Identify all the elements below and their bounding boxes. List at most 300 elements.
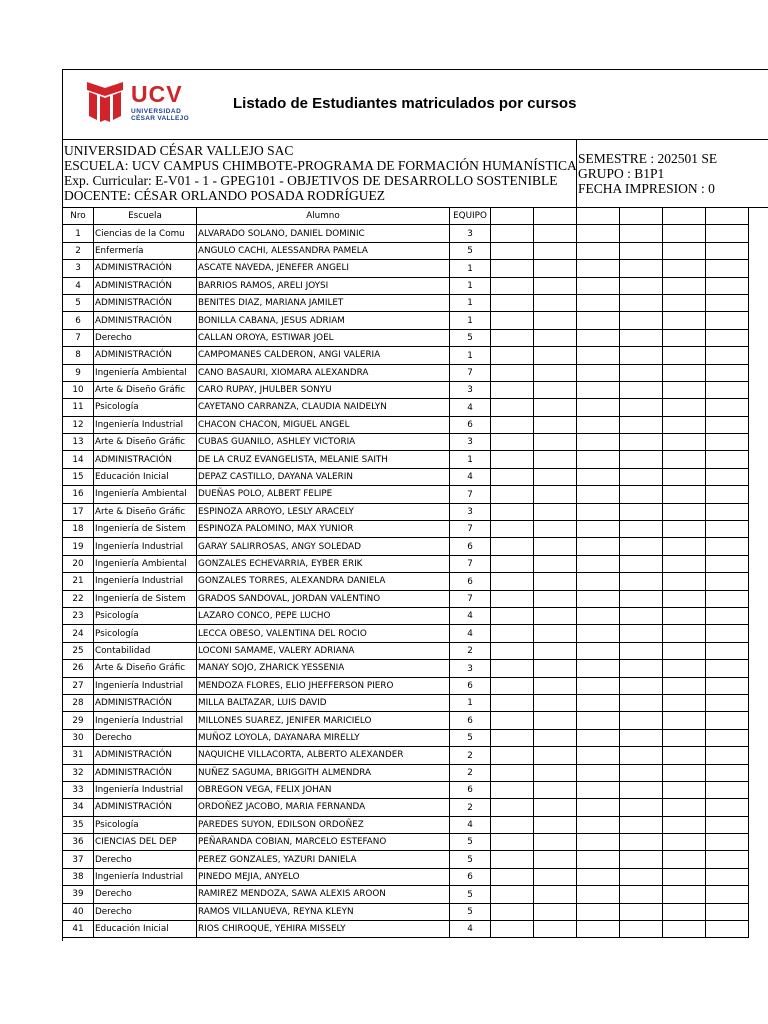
row-alumno: MANAY SOJO, ZHARICK YESSENIA [197, 660, 450, 677]
row-blank-cell [534, 712, 577, 729]
row-nro: 20 [63, 555, 94, 572]
table-row [63, 538, 749, 555]
row-blank-cell [491, 555, 534, 572]
row-blank-cell [491, 729, 534, 746]
table-row [63, 764, 749, 781]
row-equipo: 7 [450, 486, 491, 503]
row-blank-cell [620, 921, 663, 938]
row-blank-cell [706, 834, 749, 851]
row-escuela: Ingeniería Ambiental [94, 486, 197, 503]
row-blank-cell [577, 503, 620, 520]
row-blank-cell [620, 260, 663, 277]
row-blank-cell [577, 364, 620, 381]
row-alumno: CANO BASAURI, XIOMARA ALEXANDRA [197, 364, 450, 381]
row-blank-cell [491, 503, 534, 520]
row-nro: 23 [63, 607, 94, 624]
ucv-logo [85, 78, 203, 122]
row-blank-cell [491, 747, 534, 764]
row-blank-cell [491, 677, 534, 694]
row-escuela: Educación Inicial [94, 468, 197, 485]
row-blank-cell [491, 625, 534, 642]
row-blank-cell [491, 294, 534, 311]
row-equipo: 6 [450, 538, 491, 555]
university-name: UNIVERSIDAD CÉSAR VALLEJO SAC [64, 143, 294, 158]
col-alumno: Alumno [197, 208, 450, 225]
row-blank-cell [620, 642, 663, 659]
semester-label: SEMESTRE : 202501 SE [578, 151, 718, 166]
row-blank-cell [620, 712, 663, 729]
row-blank-cell [534, 834, 577, 851]
row-nro: 7 [63, 329, 94, 346]
row-alumno: ASCATE NAVEDA, JENEFER ANGELI [197, 260, 450, 277]
row-blank-cell [577, 799, 620, 816]
row-equipo: 4 [450, 625, 491, 642]
row-equipo: 6 [450, 781, 491, 798]
row-blank-cell [491, 538, 534, 555]
row-nro: 16 [63, 486, 94, 503]
row-blank-cell [577, 868, 620, 885]
row-blank-cell [706, 799, 749, 816]
row-equipo: 3 [450, 434, 491, 451]
row-blank-cell [663, 260, 706, 277]
row-blank-cell [620, 851, 663, 868]
row-nro: 2 [63, 242, 94, 259]
row-nro: 1 [63, 225, 94, 242]
row-blank-cell [620, 294, 663, 311]
row-escuela: Arte & Diseño Gráfic [94, 503, 197, 520]
row-blank-cell [491, 573, 534, 590]
row-blank-cell [577, 468, 620, 485]
row-blank-cell [706, 573, 749, 590]
row-equipo: 6 [450, 677, 491, 694]
row-blank-cell [534, 660, 577, 677]
row-blank-cell [534, 329, 577, 346]
row-blank-cell [534, 486, 577, 503]
row-blank-cell [534, 242, 577, 259]
row-blank-cell [620, 886, 663, 903]
row-equipo: 5 [450, 729, 491, 746]
row-blank-cell [577, 434, 620, 451]
row-alumno: ESPINOZA ARROYO, LESLY ARACELY [197, 503, 450, 520]
row-blank-cell [577, 242, 620, 259]
row-blank-cell [534, 625, 577, 642]
table-row [63, 607, 749, 624]
row-nro: 8 [63, 347, 94, 364]
row-escuela: Psicología [94, 816, 197, 833]
row-blank-cell [577, 851, 620, 868]
table-row [63, 694, 749, 711]
row-alumno: BENITES DIAZ, MARIANA JAMILET [197, 294, 450, 311]
teacher-name: DOCENTE: CÉSAR ORLANDO POSADA RODRÍGUEZ [64, 188, 386, 203]
row-blank-cell [534, 903, 577, 920]
row-nro: 14 [63, 451, 94, 468]
row-blank-cell [577, 921, 620, 938]
row-alumno: BONILLA CABANA, JESUS ADRIAM [197, 312, 450, 329]
row-alumno: DE LA CRUZ EVANGELISTA, MELANIE SAITH [197, 451, 450, 468]
row-blank-cell [620, 816, 663, 833]
row-blank-cell [706, 503, 749, 520]
row-blank-cell [534, 277, 577, 294]
row-blank-cell [534, 364, 577, 381]
row-alumno: CUBAS GUANILO, ASHLEY VICTORIA [197, 434, 450, 451]
row-blank-cell [620, 503, 663, 520]
row-nro: 6 [63, 312, 94, 329]
row-alumno: DUEÑAS POLO, ALBERT FELIPE [197, 486, 450, 503]
print-date-label: FECHA IMPRESION : 0 [578, 181, 715, 196]
row-alumno: ALVARADO SOLANO, DANIEL DOMINIC [197, 225, 450, 242]
row-blank-cell [534, 503, 577, 520]
row-blank-cell [620, 399, 663, 416]
col-blank [663, 208, 706, 225]
row-blank-cell [620, 781, 663, 798]
row-blank-cell [706, 312, 749, 329]
row-nro: 3 [63, 260, 94, 277]
table-row [63, 434, 749, 451]
row-blank-cell [620, 347, 663, 364]
row-blank-cell [663, 434, 706, 451]
row-blank-cell [534, 294, 577, 311]
row-nro: 30 [63, 729, 94, 746]
row-nro: 37 [63, 851, 94, 868]
row-blank-cell [706, 921, 749, 938]
row-nro: 41 [63, 921, 94, 938]
report-sheet [62, 69, 768, 941]
row-blank-cell [620, 521, 663, 538]
row-blank-cell [663, 868, 706, 885]
table-row [63, 712, 749, 729]
row-equipo: 1 [450, 347, 491, 364]
row-blank-cell [577, 747, 620, 764]
row-blank-cell [620, 451, 663, 468]
row-blank-cell [534, 451, 577, 468]
row-escuela: Derecho [94, 903, 197, 920]
row-nro: 18 [63, 521, 94, 538]
row-nro: 29 [63, 712, 94, 729]
row-blank-cell [620, 329, 663, 346]
row-alumno: CARO RUPAY, JHULBER SONYU [197, 381, 450, 398]
row-blank-cell [534, 434, 577, 451]
row-nro: 39 [63, 886, 94, 903]
row-blank-cell [534, 347, 577, 364]
row-alumno: GONZALES TORRES, ALEXANDRA DANIELA [197, 573, 450, 590]
row-blank-cell [663, 729, 706, 746]
row-blank-cell [706, 729, 749, 746]
row-blank-cell [491, 225, 534, 242]
table-row [63, 399, 749, 416]
row-equipo: 2 [450, 747, 491, 764]
row-equipo: 6 [450, 868, 491, 885]
row-blank-cell [577, 225, 620, 242]
row-blank-cell [491, 347, 534, 364]
row-blank-cell [577, 573, 620, 590]
row-blank-cell [534, 642, 577, 659]
row-blank-cell [577, 607, 620, 624]
row-nro: 40 [63, 903, 94, 920]
row-blank-cell [706, 381, 749, 398]
row-blank-cell [663, 242, 706, 259]
table-row [63, 277, 749, 294]
row-equipo: 2 [450, 799, 491, 816]
row-blank-cell [620, 538, 663, 555]
row-blank-cell [663, 347, 706, 364]
row-equipo: 1 [450, 694, 491, 711]
row-blank-cell [491, 468, 534, 485]
row-equipo: 2 [450, 642, 491, 659]
row-blank-cell [491, 642, 534, 659]
row-equipo: 6 [450, 416, 491, 433]
student-table [63, 208, 749, 938]
row-escuela: Psicología [94, 607, 197, 624]
row-alumno: GRADOS SANDOVAL, JORDAN VALENTINO [197, 590, 450, 607]
row-blank-cell [534, 677, 577, 694]
col-escuela: Escuela [94, 208, 197, 225]
row-blank-cell [491, 329, 534, 346]
row-equipo: 5 [450, 329, 491, 346]
row-blank-cell [491, 277, 534, 294]
row-blank-cell [577, 903, 620, 920]
row-escuela: Ciencias de la Comu [94, 225, 197, 242]
row-blank-cell [663, 555, 706, 572]
row-nro: 35 [63, 816, 94, 833]
row-nro: 36 [63, 834, 94, 851]
row-escuela: Arte & Diseño Gráfic [94, 434, 197, 451]
row-equipo: 1 [450, 312, 491, 329]
col-equipo: EQUIPO [450, 208, 491, 225]
row-equipo: 4 [450, 607, 491, 624]
report-header [63, 70, 768, 140]
row-alumno: MENDOZA FLORES, ELIO JHEFFERSON PIERO [197, 677, 450, 694]
row-equipo: 2 [450, 764, 491, 781]
row-blank-cell [577, 416, 620, 433]
row-blank-cell [534, 694, 577, 711]
row-blank-cell [577, 764, 620, 781]
row-escuela: Derecho [94, 886, 197, 903]
row-blank-cell [663, 468, 706, 485]
row-blank-cell [663, 816, 706, 833]
row-blank-cell [577, 625, 620, 642]
row-blank-cell [577, 399, 620, 416]
row-blank-cell [534, 225, 577, 242]
row-blank-cell [706, 434, 749, 451]
row-blank-cell [620, 277, 663, 294]
row-escuela: Psicología [94, 399, 197, 416]
row-blank-cell [491, 921, 534, 938]
row-blank-cell [534, 921, 577, 938]
row-blank-cell [663, 834, 706, 851]
row-alumno: RIOS CHIROQUE, YEHIRA MISSELY [197, 921, 450, 938]
row-nro: 12 [63, 416, 94, 433]
row-blank-cell [577, 347, 620, 364]
row-blank-cell [663, 660, 706, 677]
row-blank-cell [577, 642, 620, 659]
row-blank-cell [663, 799, 706, 816]
row-equipo: 4 [450, 399, 491, 416]
col-blank [706, 208, 749, 225]
row-blank-cell [706, 642, 749, 659]
table-header-row [63, 208, 749, 225]
table-row [63, 312, 749, 329]
table-row [63, 468, 749, 485]
row-blank-cell [706, 260, 749, 277]
row-alumno: MILLONES SUAREZ, JENIFER MARICIELO [197, 712, 450, 729]
row-equipo: 7 [450, 590, 491, 607]
table-row [63, 729, 749, 746]
row-blank-cell [620, 903, 663, 920]
table-row [63, 364, 749, 381]
row-blank-cell [620, 416, 663, 433]
row-blank-cell [577, 538, 620, 555]
row-alumno: CAYETANO CARRANZA, CLAUDIA NAIDELYN [197, 399, 450, 416]
row-escuela: Derecho [94, 329, 197, 346]
row-nro: 27 [63, 677, 94, 694]
table-row [63, 381, 749, 398]
row-blank-cell [491, 364, 534, 381]
row-blank-cell [663, 781, 706, 798]
row-blank-cell [620, 381, 663, 398]
row-blank-cell [663, 903, 706, 920]
row-blank-cell [663, 712, 706, 729]
row-blank-cell [534, 312, 577, 329]
row-nro: 33 [63, 781, 94, 798]
row-blank-cell [534, 729, 577, 746]
row-blank-cell [491, 312, 534, 329]
row-blank-cell [491, 868, 534, 885]
row-blank-cell [577, 590, 620, 607]
row-nro: 31 [63, 747, 94, 764]
row-blank-cell [706, 712, 749, 729]
row-blank-cell [663, 294, 706, 311]
table-row [63, 851, 749, 868]
row-blank-cell [663, 694, 706, 711]
row-alumno: BARRIOS RAMOS, ARELI JOYSI [197, 277, 450, 294]
row-blank-cell [534, 399, 577, 416]
row-blank-cell [663, 747, 706, 764]
row-blank-cell [534, 851, 577, 868]
row-blank-cell [620, 868, 663, 885]
row-alumno: LOCONI SAMAME, VALERY ADRIANA [197, 642, 450, 659]
row-escuela: ADMINISTRACIÓN [94, 764, 197, 781]
row-escuela: Arte & Diseño Gráfic [94, 381, 197, 398]
table-row [63, 573, 749, 590]
row-blank-cell [491, 607, 534, 624]
row-blank-cell [534, 468, 577, 485]
row-blank-cell [534, 521, 577, 538]
row-escuela: Ingeniería Industrial [94, 573, 197, 590]
row-blank-cell [534, 781, 577, 798]
row-escuela: Ingeniería Ambiental [94, 555, 197, 572]
row-escuela: ADMINISTRACIÓN [94, 747, 197, 764]
row-alumno: PEREZ GONZALES, YAZURI DANIELA [197, 851, 450, 868]
table-row [63, 799, 749, 816]
row-blank-cell [491, 781, 534, 798]
table-row [63, 921, 749, 938]
row-blank-cell [534, 607, 577, 624]
row-escuela: Psicología [94, 625, 197, 642]
row-blank-cell [534, 260, 577, 277]
row-blank-cell [663, 921, 706, 938]
row-escuela: ADMINISTRACIÓN [94, 260, 197, 277]
row-blank-cell [663, 886, 706, 903]
table-row [63, 886, 749, 903]
row-blank-cell [706, 521, 749, 538]
row-equipo: 1 [450, 294, 491, 311]
row-blank-cell [577, 712, 620, 729]
row-escuela: Ingeniería de Sistem [94, 590, 197, 607]
row-equipo: 7 [450, 555, 491, 572]
row-blank-cell [706, 486, 749, 503]
row-blank-cell [491, 816, 534, 833]
table-row [63, 816, 749, 833]
row-escuela: Contabilidad [94, 642, 197, 659]
row-escuela: Derecho [94, 851, 197, 868]
row-blank-cell [706, 764, 749, 781]
row-alumno: LAZARO CONCO, PEPE LUCHO [197, 607, 450, 624]
row-blank-cell [577, 660, 620, 677]
table-row [63, 347, 749, 364]
row-blank-cell [491, 451, 534, 468]
row-equipo: 1 [450, 451, 491, 468]
row-alumno: PAREDES SUYON, EDILSON ORDOÑEZ [197, 816, 450, 833]
row-blank-cell [620, 799, 663, 816]
col-blank [577, 208, 620, 225]
ucv-emblem-icon [85, 78, 125, 122]
col-blank [620, 208, 663, 225]
row-alumno: NUÑEZ SAGUMA, BRIGGITH ALMENDRA [197, 764, 450, 781]
table-row [63, 486, 749, 503]
row-nro: 26 [63, 660, 94, 677]
row-blank-cell [663, 277, 706, 294]
row-alumno: CAMPOMANES CALDERON, ANGI VALERIA [197, 347, 450, 364]
table-row [63, 294, 749, 311]
row-equipo: 3 [450, 381, 491, 398]
row-blank-cell [663, 764, 706, 781]
row-blank-cell [491, 886, 534, 903]
row-equipo: 7 [450, 521, 491, 538]
row-equipo: 3 [450, 503, 491, 520]
row-blank-cell [534, 590, 577, 607]
logo-wordmark: UCV [131, 81, 183, 107]
row-escuela: ADMINISTRACIÓN [94, 294, 197, 311]
table-row [63, 625, 749, 642]
row-escuela: ADMINISTRACIÓN [94, 347, 197, 364]
row-nro: 10 [63, 381, 94, 398]
row-blank-cell [620, 834, 663, 851]
row-alumno: ORDOÑEZ JACOBO, MARIA FERNANDA [197, 799, 450, 816]
row-blank-cell [620, 434, 663, 451]
row-escuela: Ingeniería Industrial [94, 712, 197, 729]
row-blank-cell [577, 677, 620, 694]
row-escuela: Educación Inicial [94, 921, 197, 938]
row-equipo: 5 [450, 903, 491, 920]
row-equipo: 1 [450, 260, 491, 277]
row-blank-cell [534, 816, 577, 833]
row-blank-cell [706, 364, 749, 381]
row-blank-cell [706, 747, 749, 764]
row-alumno: GONZALES ECHEVARRIA, EYBER ERIK [197, 555, 450, 572]
row-alumno: MUÑOZ LOYOLA, DAYANARA MIRELLY [197, 729, 450, 746]
row-escuela: Ingeniería Ambiental [94, 364, 197, 381]
row-escuela: Ingeniería Industrial [94, 538, 197, 555]
row-blank-cell [577, 694, 620, 711]
row-alumno: CALLAN OROYA, ESTIWAR JOEL [197, 329, 450, 346]
row-blank-cell [491, 381, 534, 398]
row-blank-cell [706, 590, 749, 607]
row-blank-cell [706, 538, 749, 555]
row-blank-cell [706, 903, 749, 920]
school-name: ESCUELA: UCV CAMPUS CHIMBOTE-PROGRAMA DE FORMACIÓN HUMANÍSTICA [64, 158, 577, 173]
row-blank-cell [491, 399, 534, 416]
row-blank-cell [577, 816, 620, 833]
